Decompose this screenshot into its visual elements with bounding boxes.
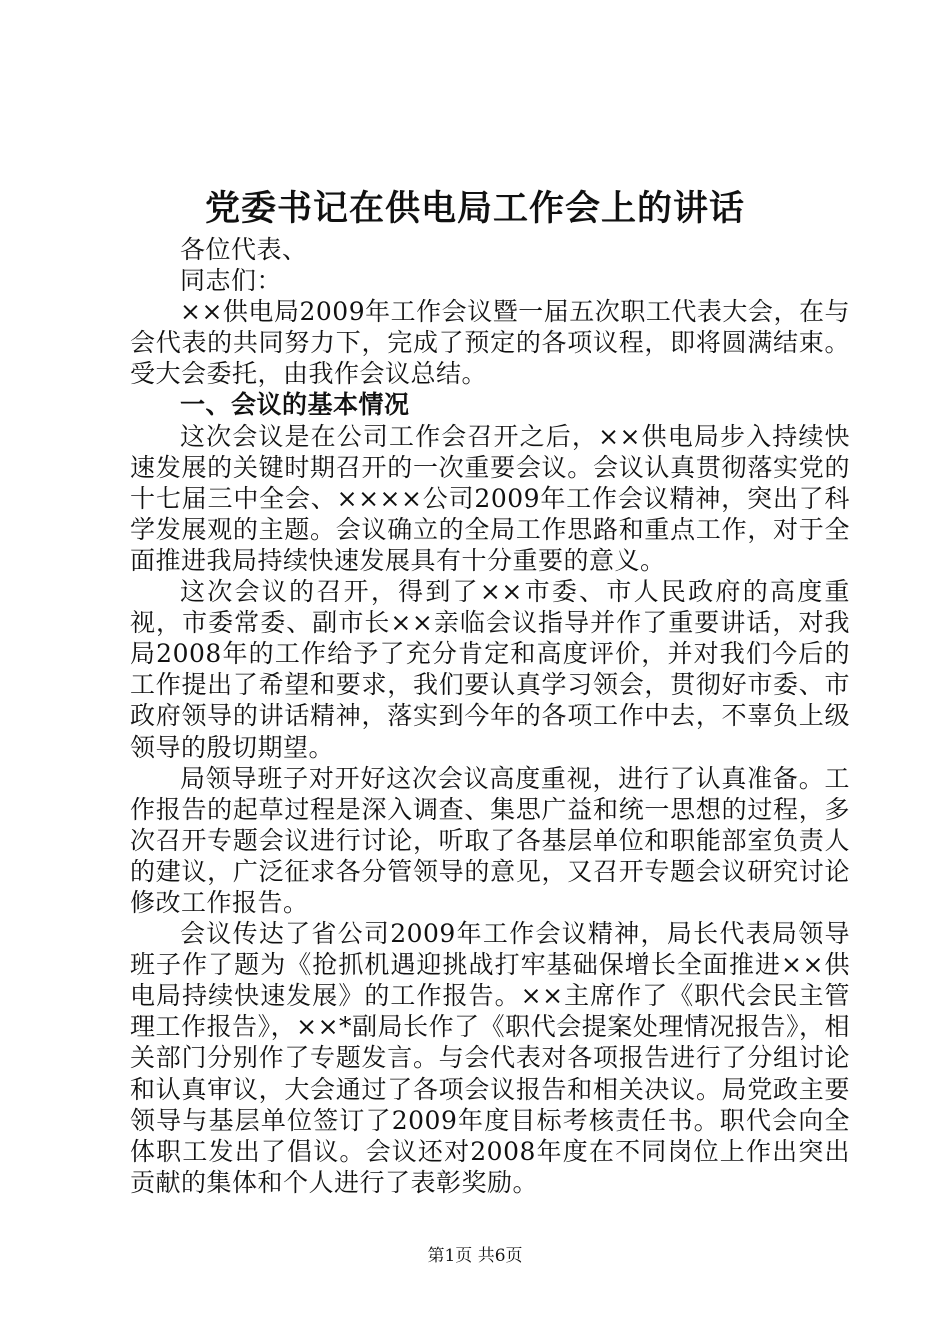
- salutation-line: 各位代表、: [180, 235, 308, 264]
- paragraph: 这次会议的召开，得到了××市委、市人民政府的高度重视，市委常委、副市长××亲临会议指导并作了重要讲话，对我局2008年的工作给予了充分肯定和高度评价，并对我们今后的工作提出了希望和要求，我们要认真学习领会，贯彻好市委、市政府领导的讲话精神，落实到今年的各项工作中去，不辜负上级领导的殷切期望。: [130, 577, 850, 762]
- section-heading: 一、会议的基本情况: [180, 390, 410, 420]
- paragraph: 局领导班子对开好这次会议高度重视，进行了认真准备。工作报告的起草过程是深入调查、集思广益和统一思想的过程，多次召开专题会议进行讨论，听取了各基层单位和职能部室负责人的建议，广泛征求各分管领导的意见，又召开专题会议研究讨论修改工作报告。: [130, 763, 850, 917]
- paragraph: ××供电局2009年工作会议暨一届五次职工代表大会，在与会代表的共同努力下，完成了预定的各项议程，即将圆满结束。受大会委托，由我作会议总结。: [130, 297, 850, 389]
- paragraph: 会议传达了省公司2009年工作会议精神，局长代表局领导班子作了题为《抢抓机遇迎挑战打牢基础保增长全面推进××供电局持续快速发展》的工作报告。××主席作了《职代会民主管理工作报告》，××*副局长作了《职代会提案处理情况报告》，相关部门分别作了专题发言。与会代表对各项报告进行了分组讨论和认真审议，大会通过了各项会议报告和相关决议。局党政主要领导与基层单位签订了2009年度目标考核责任书。职代会向全体职工发出了倡议。会议还对2008年度在不同岗位上作出突出贡献的集体和个人进行了表彰奖励。: [130, 919, 850, 1197]
- paragraph: 这次会议是在公司工作会召开之后，××供电局步入持续快速发展的关键时期召开的一次重要会议。会议认真贯彻落实党的十七届三中全会、××××公司2009年工作会议精神，突出了科学发展观的主题。会议确立的全局工作思路和重点工作，对于全面推进我局持续快速发展具有十分重要的意义。: [130, 421, 850, 575]
- page-number-footer: 第1页 共6页: [427, 1246, 523, 1266]
- document-body: [130, 234, 850, 1198]
- salutation-line: 同志们：: [180, 266, 283, 296]
- document-title: 党委书记在供电局工作会上的讲话: [204, 188, 745, 229]
